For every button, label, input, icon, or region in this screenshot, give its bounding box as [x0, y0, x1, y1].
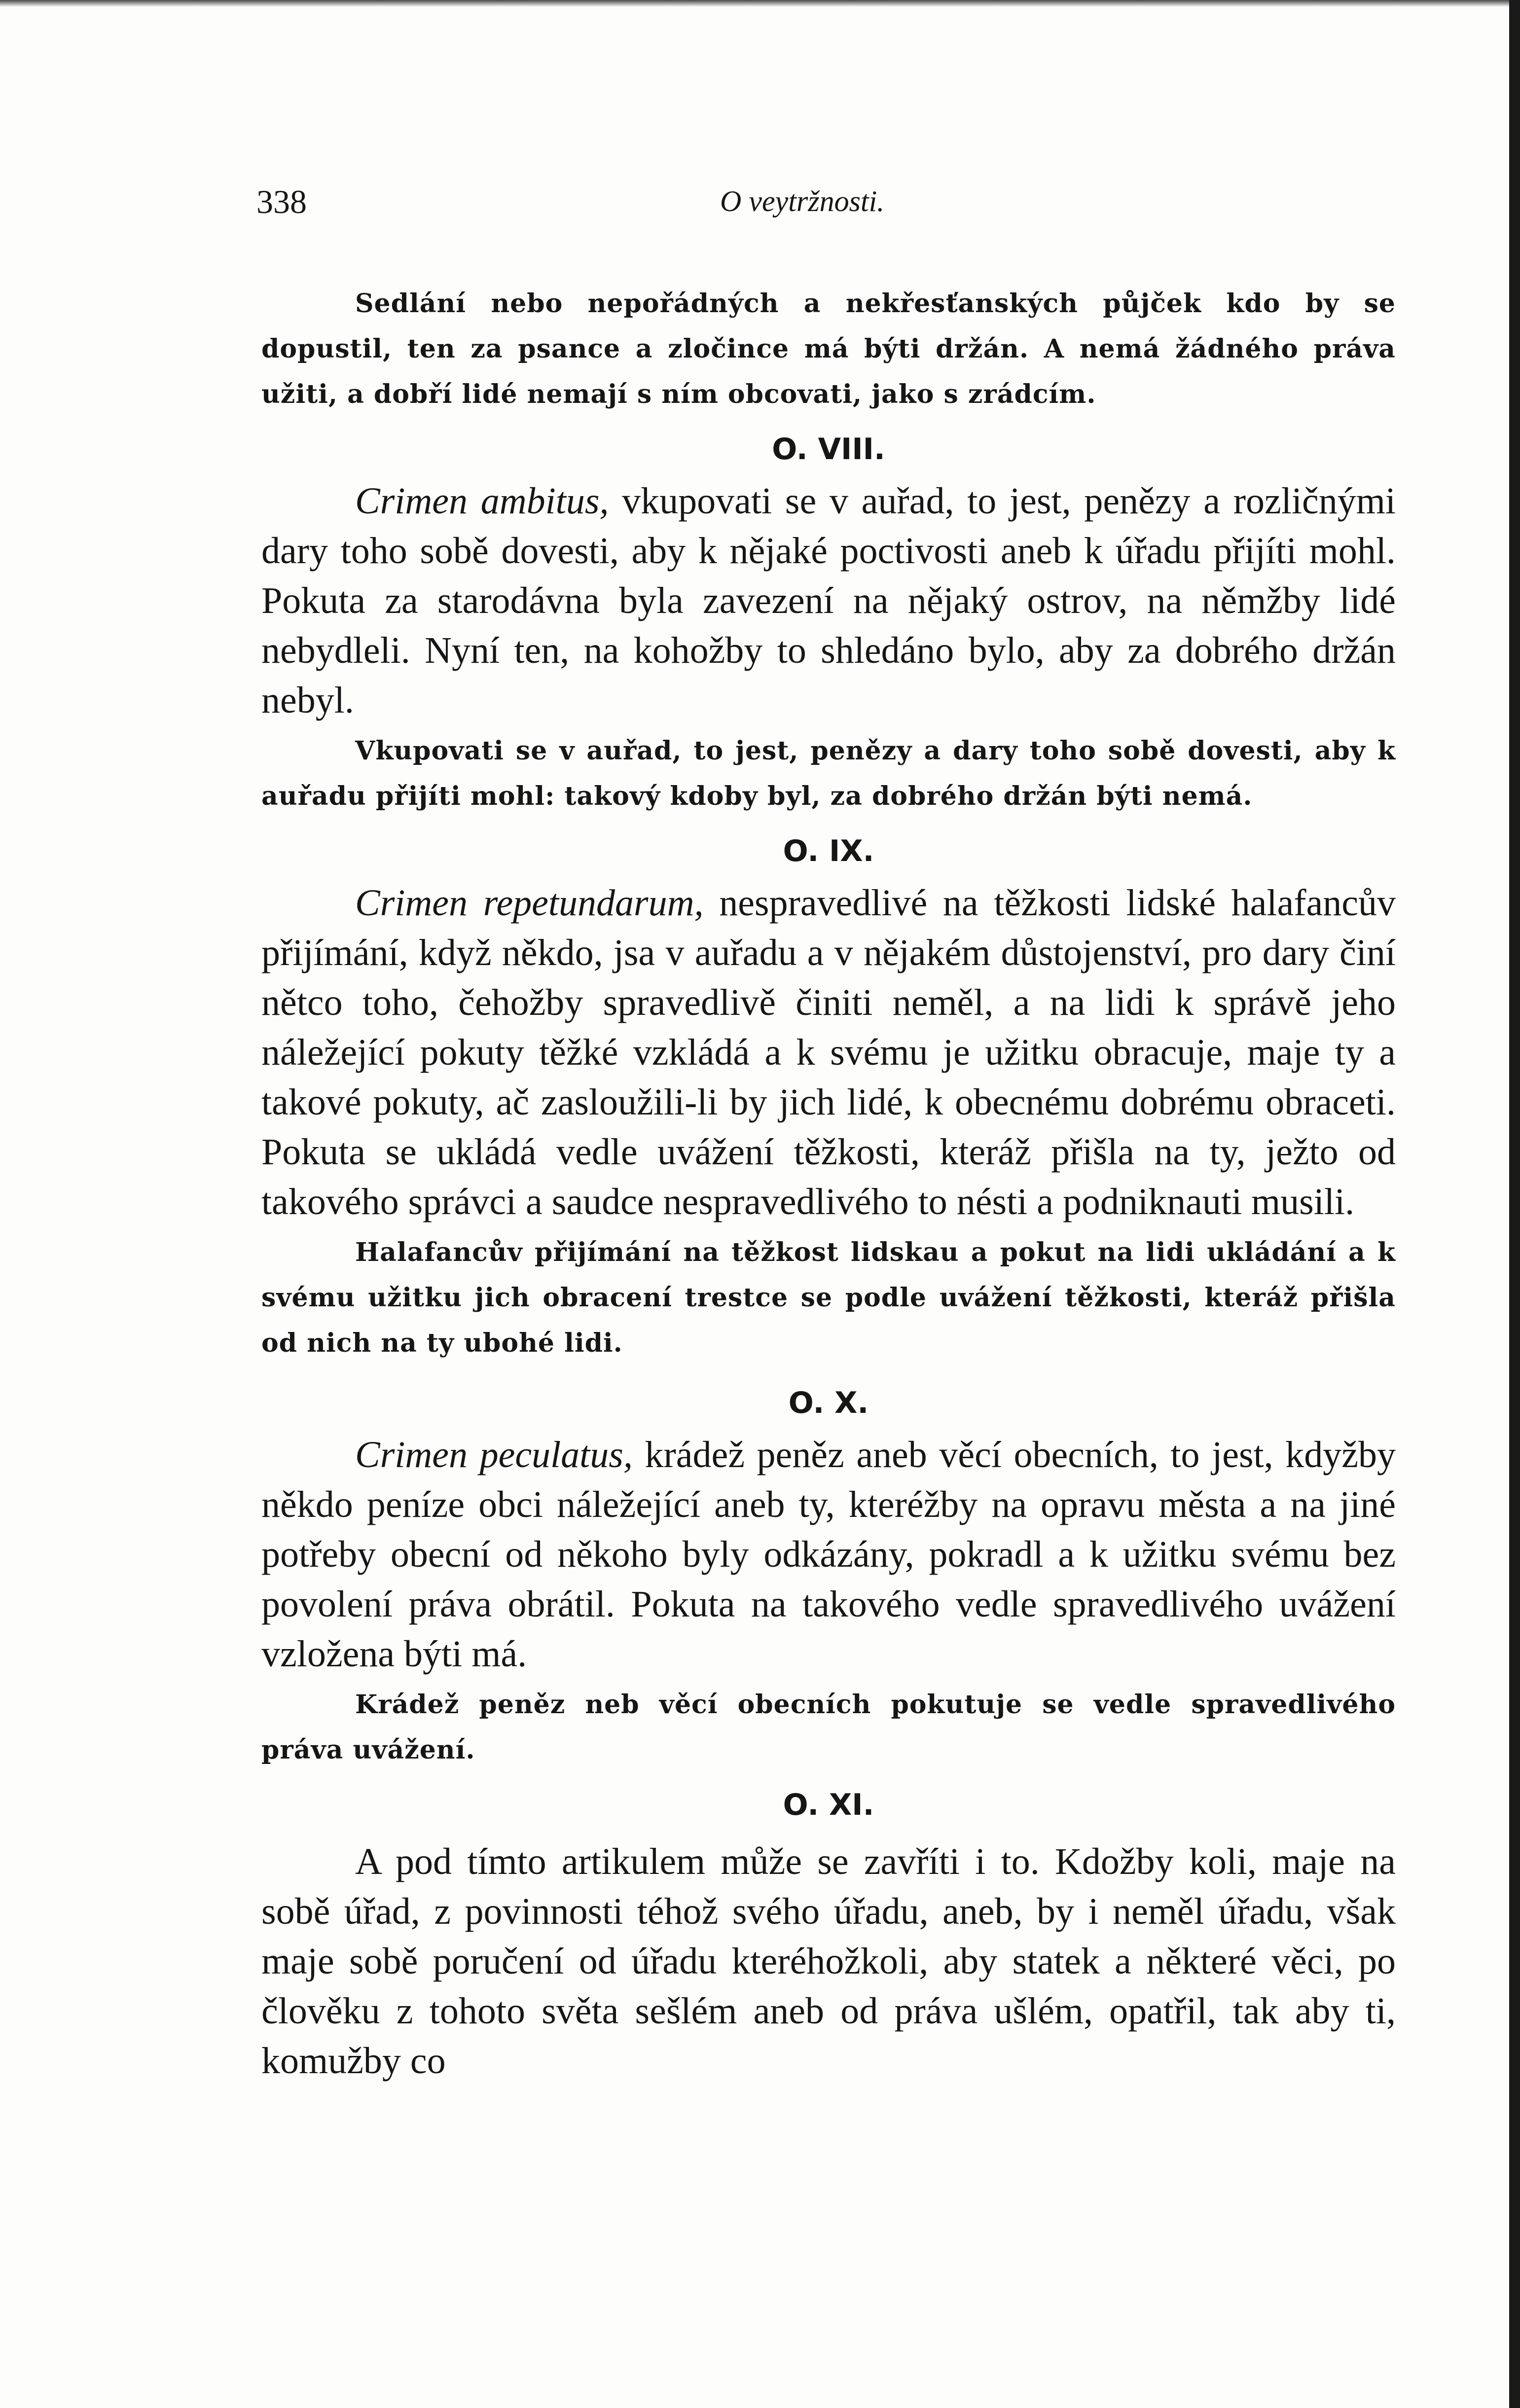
section-body [261, 476, 1396, 725]
section-body [261, 1430, 1396, 1679]
section-heading: O. IX. [783, 834, 874, 868]
latin-term: Crimen ambitus, [355, 480, 609, 522]
latin-term: Crimen repetundarum, [355, 882, 704, 924]
section-body [261, 878, 1396, 1227]
body-text: vkupovati se v auřad, to jest, penězy a rozličnými dary toho sobě dovesti, aby k nějaké poctivosti aneb k úřadu přijíti mohl. Pokuta za starodávna byla zavezení na nějaký ostrov, na němžby lidé nebydleli. Nyní ten, na kohožby to shledáno bylo, aby za dobrého držán nebyl. [261, 480, 1396, 721]
page-top-shadow [0, 0, 1520, 7]
section-summary: Halafancův přijímání na těžkost lidskau a pokut na lidi ukládání a k svému užitku jich obracení trestce se podle uvážení těžkosti, kteráž přišla od nich na ty ubohé lidi. [261, 1237, 1396, 1358]
page-number: 338 [256, 183, 307, 220]
page-right-edge [1509, 0, 1520, 2408]
body-text: nespravedlivé na těžkosti lidské halafancův přijímání, když někdo, jsa v auřadu a v nějakém důstojenství, pro dary činí nětco toho, čehožby spravedlivě činiti neměl, a na lidi k správě jeho náležející pokuty těžké vzkládá a k svému je užitku obracuje, maje ty a takové pokuty, ač zasloužili-li by jich lidé, k obecnému dobrému obraceti. Pokuta se ukládá vedle uvážení těžkosti, kteráž přišla na ty, ježto od takového správci a saudce nespravedlivého to nésti a podniknauti musili. [261, 882, 1396, 1222]
section-heading: O. X. [788, 1386, 869, 1420]
section-summary: Krádež peněz neb věcí obecních pokutuje se vedle spravedlivého práva uvážení. [261, 1689, 1396, 1765]
page-content [261, 281, 1396, 2086]
page-header [256, 182, 1401, 232]
running-title: O veytržnosti. [720, 185, 885, 217]
section-heading: O. VIII. [772, 432, 885, 467]
section-body: A pod tímto artikulem může se zavříti i to. Kdožby koli, maje na sobě úřad, z povinnosti téhož svého úřadu, aneb, by i neměl úřadu, však maje sobě poručení od úřadu kteréhožkoli, aby statek a některé věci, po člověku z tohoto světa sešlém aneb od práva ušlém, opatřil, tak aby ti, komužby co [261, 1841, 1396, 2082]
section-heading: O. XI. [783, 1788, 874, 1822]
body-text: krádež peněz aneb věcí obecních, to jest, kdyžby někdo peníze obci náležející aneb ty, kteréžby na opravu města a na jiné potřeby obecní od někoho byly odkázány, pokradl a k užitku svému bez povolení práva obrátil. Pokuta na takového vedle spravedlivého uvážení vzložena býti má. [261, 1434, 1396, 1675]
latin-term: Crimen peculatus, [355, 1434, 633, 1475]
section-summary: Sedlání nebo nepořádných a nekřesťanských půjček kdo by se dopustil, ten za psance a zločince má býti držán. A nemá žádného práva užiti, a dobří lidé nemají s ním obcovati, jako s zrádcím. [261, 288, 1396, 409]
section-summary: Vkupovati se v auřad, to jest, penězy a dary toho sobě dovesti, aby k auřadu přijíti mohl: takový kdoby byl, za dobrého držán býti nemá. [261, 736, 1396, 811]
